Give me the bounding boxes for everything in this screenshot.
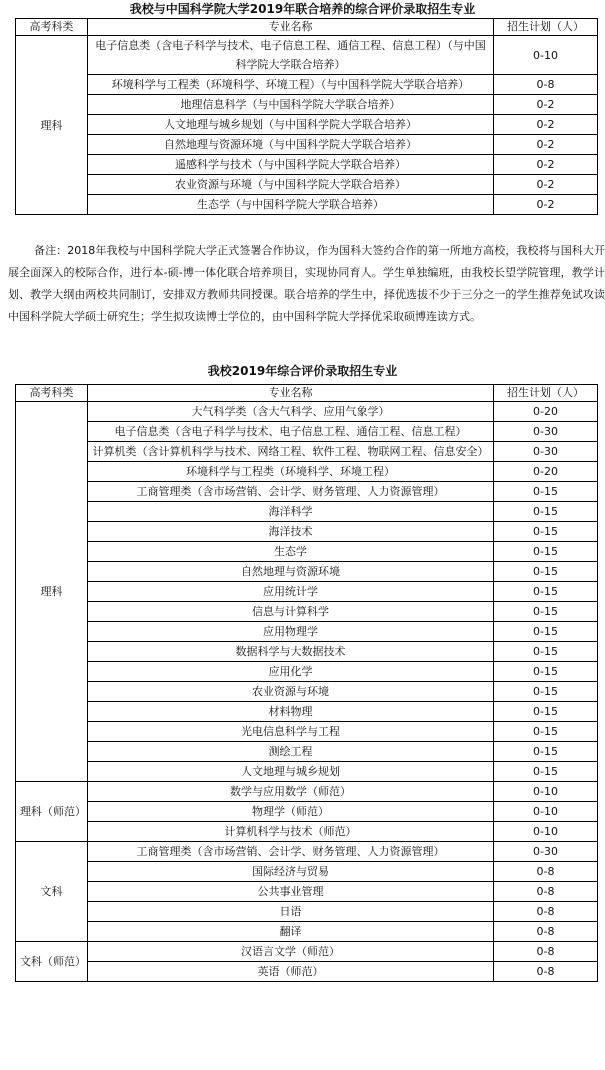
remark-paragraph: 备注：2018年我校与中国科学院大学正式签署合作协议，作为国科大签约合作的第一所地方高校，我校将与国科大开展全面深入的校际合作，进行本-硕-博一体化联合培养项目，实现协同育人。学生单独编班，由我校长望学院管理，教学计划、教学大纲由两校共同制订，安排双方教师共同授课。联合培养的学生中，择优选拔不少于三分之一的学生推荐免试攻读中国科学院大学硕士研究生；学生拟攻读博士学位的，由中国科学院大学择优采取硕博连读方式。 bbox=[8, 244, 605, 323]
plan-cell: 0-15 bbox=[494, 542, 598, 562]
major-cell: 工商管理类（含市场营销、会计学、财务管理、人力资源管理） bbox=[88, 842, 494, 862]
major-cell: 农业资源与环境（与中国科学院大学联合培养） bbox=[88, 175, 494, 195]
category-cell: 理科（师范） bbox=[16, 782, 88, 842]
table-row bbox=[16, 402, 598, 422]
plan-cell: 0-15 bbox=[494, 622, 598, 642]
table-row bbox=[16, 135, 598, 155]
major-cell: 公共事业管理 bbox=[88, 882, 494, 902]
column-header: 专业名称 bbox=[88, 385, 494, 402]
major-cell: 计算机类（含计算机科学与技术、网络工程、软件工程、物联网工程、信息安全） bbox=[88, 442, 494, 462]
table-row bbox=[16, 742, 598, 762]
category-cell: 理科 bbox=[16, 36, 88, 215]
plan-cell: 0-15 bbox=[494, 742, 598, 762]
plan-cell: 0-2 bbox=[494, 135, 598, 155]
major-cell: 生态学（与中国科学院大学联合培养） bbox=[88, 195, 494, 215]
plan-cell: 0-15 bbox=[494, 642, 598, 662]
table-row bbox=[16, 942, 598, 962]
plan-cell: 0-2 bbox=[494, 115, 598, 135]
major-cell: 应用统计学 bbox=[88, 582, 494, 602]
table-row bbox=[16, 842, 598, 862]
table2-title: 我校2019年综合评价录取招生专业 bbox=[207, 364, 398, 378]
plan-cell: 0-15 bbox=[494, 502, 598, 522]
column-header: 招生计划（人） bbox=[494, 385, 598, 402]
major-cell: 国际经济与贸易 bbox=[88, 862, 494, 882]
major-cell: 人文地理与城乡规划 bbox=[88, 762, 494, 782]
major-cell: 信息与计算科学 bbox=[88, 602, 494, 622]
major-cell: 工商管理类（含市场营销、会计学、财务管理、人力资源管理） bbox=[88, 482, 494, 502]
major-cell: 地理信息科学（与中国科学院大学联合培养） bbox=[88, 95, 494, 115]
header-row bbox=[16, 385, 598, 402]
table-row bbox=[16, 962, 598, 982]
plan-cell: 0-15 bbox=[494, 762, 598, 782]
major-cell: 日语 bbox=[88, 902, 494, 922]
plan-cell: 0-20 bbox=[494, 402, 598, 422]
major-cell: 人文地理与城乡规划（与中国科学院大学联合培养） bbox=[88, 115, 494, 135]
major-cell: 翻译 bbox=[88, 922, 494, 942]
major-cell: 海洋科学 bbox=[88, 502, 494, 522]
table-row bbox=[16, 662, 598, 682]
header-row bbox=[16, 19, 598, 36]
category-cell: 文科（师范） bbox=[16, 942, 88, 982]
table-row bbox=[16, 442, 598, 462]
major-cell: 数据科学与大数据技术 bbox=[88, 642, 494, 662]
plan-cell: 0-20 bbox=[494, 462, 598, 482]
plan-cell: 0-10 bbox=[494, 36, 598, 75]
table-row bbox=[16, 602, 598, 622]
plan-cell: 0-15 bbox=[494, 662, 598, 682]
table-row bbox=[16, 175, 598, 195]
plan-cell: 0-15 bbox=[494, 602, 598, 622]
table-row bbox=[16, 902, 598, 922]
major-cell: 农业资源与环境 bbox=[88, 682, 494, 702]
major-cell: 电子信息类（含电子科学与技术、电子信息工程、通信工程、信息工程） bbox=[88, 422, 494, 442]
plan-cell: 0-30 bbox=[494, 442, 598, 462]
plan-cell: 0-8 bbox=[494, 862, 598, 882]
major-cell: 数学与应用数学（师范） bbox=[88, 782, 494, 802]
major-cell: 自然地理与资源环境（与中国科学院大学联合培养） bbox=[88, 135, 494, 155]
major-cell: 环境科学与工程类（环境科学、环境工程） bbox=[88, 462, 494, 482]
column-header: 专业名称 bbox=[88, 19, 494, 36]
plan-cell: 0-8 bbox=[494, 942, 598, 962]
table-row bbox=[16, 882, 598, 902]
category-cell: 理科 bbox=[16, 402, 88, 782]
plan-cell: 0-2 bbox=[494, 195, 598, 215]
plan-cell: 0-8 bbox=[494, 902, 598, 922]
table-row bbox=[16, 462, 598, 482]
plan-cell: 0-30 bbox=[494, 422, 598, 442]
major-cell: 海洋技术 bbox=[88, 522, 494, 542]
table-row bbox=[16, 75, 598, 95]
major-cell: 英语（师范） bbox=[88, 962, 494, 982]
table-row bbox=[16, 195, 598, 215]
plan-cell: 0-15 bbox=[494, 682, 598, 702]
table-row bbox=[16, 522, 598, 542]
column-header: 高考科类 bbox=[16, 385, 88, 402]
table-row bbox=[16, 762, 598, 782]
table-row bbox=[16, 95, 598, 115]
major-cell: 材料物理 bbox=[88, 702, 494, 722]
plan-cell: 0-2 bbox=[494, 175, 598, 195]
column-header: 高考科类 bbox=[16, 19, 88, 36]
plan-cell: 0-10 bbox=[494, 822, 598, 842]
plan-cell: 0-15 bbox=[494, 702, 598, 722]
table-row bbox=[16, 862, 598, 882]
plan-cell: 0-30 bbox=[494, 842, 598, 862]
major-cell: 电子信息类（含电子科学与技术、电子信息工程、通信工程、信息工程）（与中国科学院大学联合培养） bbox=[88, 36, 494, 75]
table-row bbox=[16, 922, 598, 942]
major-cell: 遥感科学与技术（与中国科学院大学联合培养） bbox=[88, 155, 494, 175]
table-row bbox=[16, 155, 598, 175]
table-row bbox=[16, 482, 598, 502]
table-row bbox=[16, 422, 598, 442]
table-row bbox=[16, 36, 598, 75]
plan-cell: 0-8 bbox=[494, 962, 598, 982]
major-cell: 计算机科学与技术（师范） bbox=[88, 822, 494, 842]
table-row bbox=[16, 722, 598, 742]
plan-cell: 0-8 bbox=[494, 922, 598, 942]
plan-cell: 0-2 bbox=[494, 95, 598, 115]
table-row bbox=[16, 822, 598, 842]
major-cell: 应用物理学 bbox=[88, 622, 494, 642]
table-row bbox=[16, 622, 598, 642]
plan-cell: 0-8 bbox=[494, 882, 598, 902]
major-cell: 测绘工程 bbox=[88, 742, 494, 762]
column-header: 招生计划（人） bbox=[494, 19, 598, 36]
table-row bbox=[16, 115, 598, 135]
table-row bbox=[16, 782, 598, 802]
table-row bbox=[16, 502, 598, 522]
major-cell: 物理学（师范） bbox=[88, 802, 494, 822]
plan-cell: 0-10 bbox=[494, 782, 598, 802]
major-cell: 环境科学与工程类（环境科学、环境工程）（与中国科学院大学联合培养） bbox=[88, 75, 494, 95]
major-cell: 自然地理与资源环境 bbox=[88, 562, 494, 582]
plan-cell: 0-15 bbox=[494, 522, 598, 542]
plan-cell: 0-2 bbox=[494, 155, 598, 175]
major-cell: 光电信息科学与工程 bbox=[88, 722, 494, 742]
table-row bbox=[16, 562, 598, 582]
table-row bbox=[16, 682, 598, 702]
plan-cell: 0-10 bbox=[494, 802, 598, 822]
major-cell: 大气科学类（含大气科学、应用气象学） bbox=[88, 402, 494, 422]
admission-majors-table bbox=[15, 384, 598, 982]
table-row bbox=[16, 802, 598, 822]
joint-program-table bbox=[15, 18, 598, 215]
major-cell: 生态学 bbox=[88, 542, 494, 562]
major-cell: 汉语言文学（师范） bbox=[88, 942, 494, 962]
category-cell: 文科 bbox=[16, 842, 88, 942]
table1-title: 我校与中国科学院大学2019年联合培养的综合评价录取招生专业 bbox=[129, 2, 476, 16]
plan-cell: 0-15 bbox=[494, 482, 598, 502]
table-row bbox=[16, 542, 598, 562]
major-cell: 应用化学 bbox=[88, 662, 494, 682]
table-row bbox=[16, 702, 598, 722]
table-row bbox=[16, 582, 598, 602]
plan-cell: 0-15 bbox=[494, 562, 598, 582]
plan-cell: 0-15 bbox=[494, 582, 598, 602]
plan-cell: 0-15 bbox=[494, 722, 598, 742]
table-row bbox=[16, 642, 598, 662]
plan-cell: 0-8 bbox=[494, 75, 598, 95]
